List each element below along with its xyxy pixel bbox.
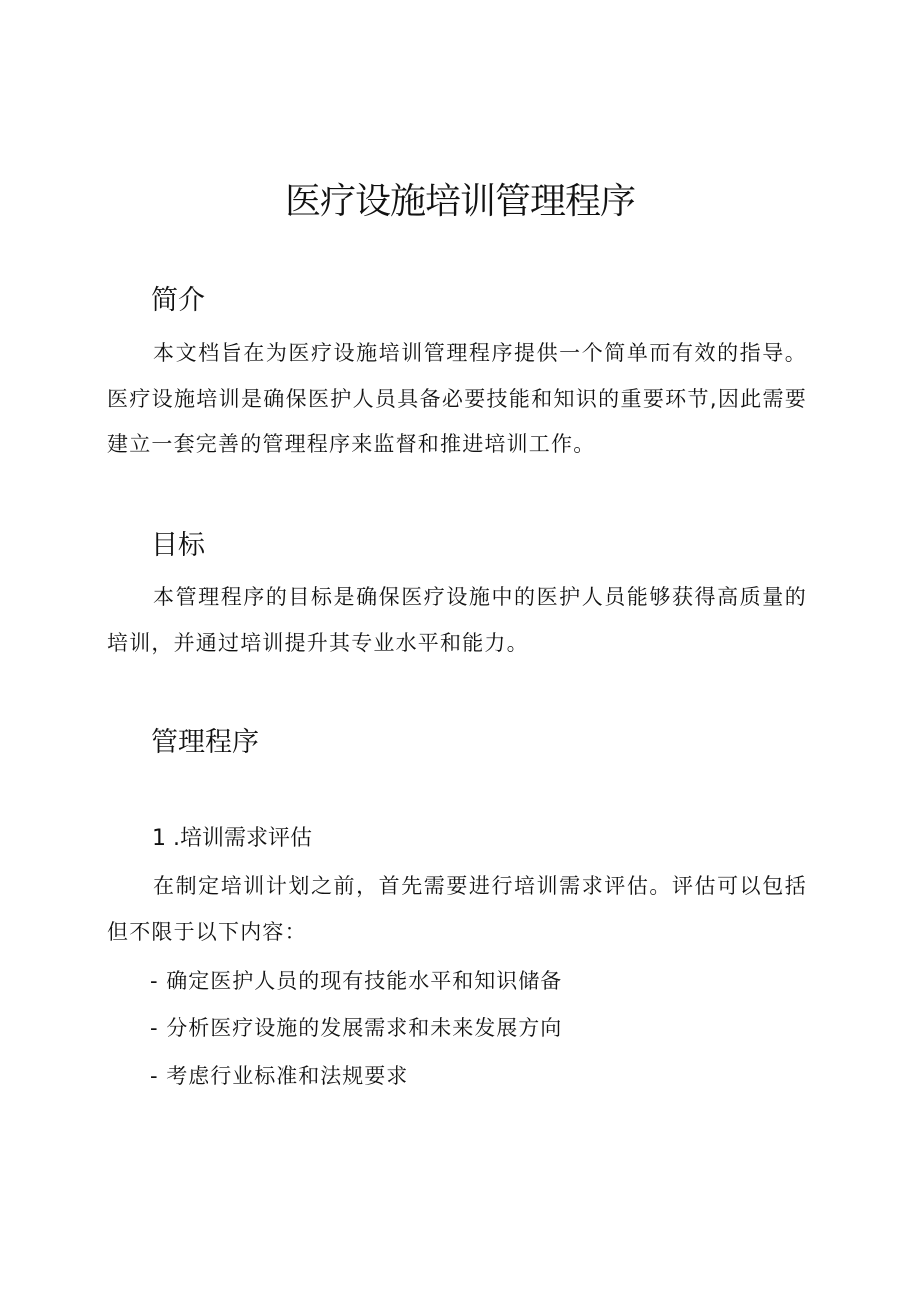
goal-paragraph: 本管理程序的目标是确保医疗设施中的医护人员能够获得高质量的培训，并通过培训提升其专业水平和能力。: [107, 585, 807, 655]
procedure-heading: 管理程序: [151, 727, 259, 758]
document-title: 医疗设施培训管理程序: [284, 181, 635, 222]
goal-heading: 目标: [151, 530, 205, 561]
intro-heading: 简介: [151, 285, 205, 316]
intro-paragraph: 本文档旨在为医疗设施培训管理程序提供一个简单而有效的指导。医疗设施培训是确保医护人员具备必要技能和知识的重要环节,因此需要建立一套完善的管理程序来监督和推进培训工作。: [107, 341, 807, 456]
list-item: - 考虑行业标准和法规要求: [150, 1064, 409, 1088]
list-item: - 确定医护人员的现有技能水平和知识储备: [150, 969, 563, 993]
step1-paragraph: 在制定培训计划之前，首先需要进行培训需求评估。评估可以包括但不限于以下内容：: [107, 874, 807, 944]
step1-heading: 1 .培训需求评估: [152, 826, 312, 851]
list-item: - 分析医疗设施的发展需求和未来发展方向: [150, 1016, 563, 1040]
